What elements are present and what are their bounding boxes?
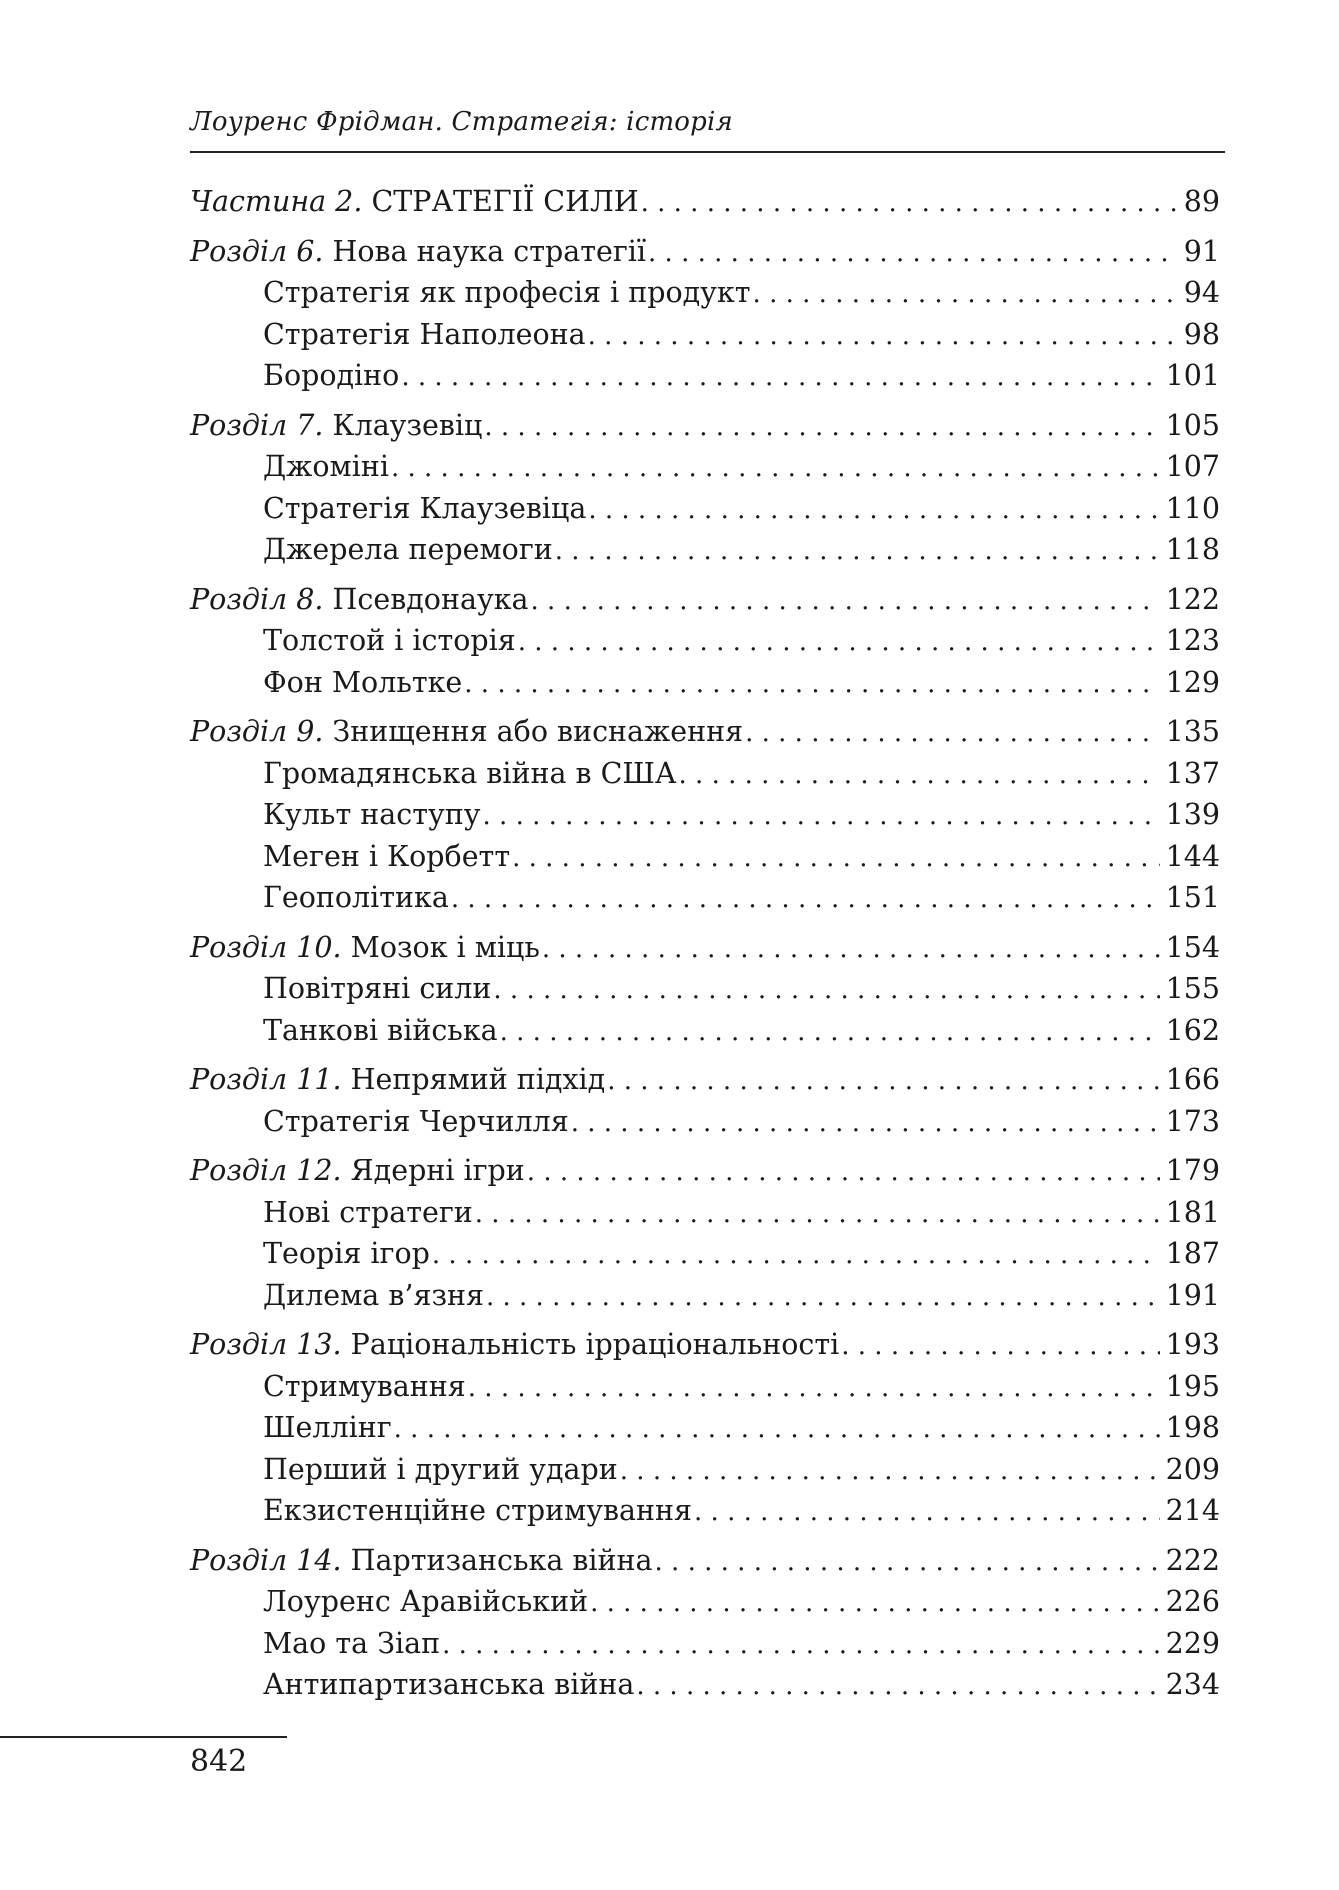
toc-entry-title xyxy=(263,794,481,836)
toc-entry-text: Ядерні ігри xyxy=(341,1154,525,1187)
toc-entry-page: 101 xyxy=(1165,359,1220,392)
toc-entry-text: Перший і другий удари xyxy=(263,1452,618,1486)
toc-entry-title xyxy=(263,488,586,530)
toc-entry-page: 122 xyxy=(1165,582,1220,616)
toc-entry-title xyxy=(190,405,482,447)
dot-leader xyxy=(464,664,1159,706)
toc-entry-text: Танкові війська xyxy=(263,1013,498,1047)
toc-entry-label: Розділ 11. xyxy=(190,1063,342,1096)
toc-entry-text: Стратегія як професія і продукт xyxy=(263,276,751,309)
toc-entry-text: Джерела перемоги xyxy=(263,533,553,566)
toc-entry-title xyxy=(190,1540,653,1582)
toc-entry-label: Розділ 7. xyxy=(190,408,324,442)
toc-entry-page: 226 xyxy=(1165,1585,1220,1618)
toc-entry-page: 118 xyxy=(1165,533,1220,566)
toc-entry-title xyxy=(263,968,491,1010)
dot-leader xyxy=(468,1368,1160,1410)
toc-entry-title xyxy=(263,662,462,704)
toc-entry-label: Частина 2. xyxy=(190,185,363,218)
dot-leader xyxy=(679,755,1160,797)
toc-entry-title xyxy=(263,1010,498,1052)
toc-entry-label: Розділ 14. xyxy=(190,1543,342,1577)
toc-entry-text: Знищення або виснаження xyxy=(323,715,744,748)
toc-entry-section[interactable] xyxy=(190,1664,1220,1706)
toc-entry-label: Розділ 6. xyxy=(190,234,324,268)
dot-leader xyxy=(493,970,1159,1012)
dot-leader xyxy=(555,531,1160,573)
toc-entry-chapter[interactable] xyxy=(190,1150,1220,1192)
toc-entry-chapter[interactable] xyxy=(190,1540,1220,1582)
toc-entry-text: Культ наступу xyxy=(263,798,481,831)
toc-entry-section[interactable] xyxy=(190,662,1220,704)
toc-entry-page: 89 xyxy=(1183,185,1220,218)
dot-leader xyxy=(571,1103,1160,1145)
dot-leader xyxy=(475,1194,1160,1236)
toc-entry-title xyxy=(190,1150,525,1192)
toc-entry-section[interactable] xyxy=(190,1366,1220,1408)
toc-entry-text: Нова наука стратегії xyxy=(323,234,647,268)
toc-entry-chapter[interactable] xyxy=(190,711,1220,753)
toc-group xyxy=(190,405,1220,571)
footer-rule xyxy=(0,1736,287,1738)
toc-entry-page: 195 xyxy=(1165,1369,1220,1403)
toc-entry-page: 98 xyxy=(1183,317,1220,351)
toc-entry-text: Повітряні сили xyxy=(263,972,492,1005)
toc-entry-page: 123 xyxy=(1165,624,1220,657)
toc-entry-page: 234 xyxy=(1165,1668,1220,1701)
toc-group xyxy=(190,231,1220,397)
toc-entry-title xyxy=(263,620,516,662)
toc-group xyxy=(190,711,1220,919)
dot-leader xyxy=(391,448,1160,490)
toc-entry-title xyxy=(263,272,751,314)
toc-entry-page: 144 xyxy=(1165,839,1220,873)
dot-leader xyxy=(442,1625,1160,1667)
toc-entry-section[interactable] xyxy=(190,877,1220,919)
toc-entry-title xyxy=(190,181,639,223)
toc-entry-section[interactable] xyxy=(190,968,1220,1010)
toc-entry-page: 94 xyxy=(1183,276,1220,309)
toc-entry-section[interactable] xyxy=(190,1623,1220,1665)
toc-entry-title xyxy=(263,1581,588,1623)
toc-entry-section[interactable] xyxy=(190,1275,1220,1317)
toc-entry-text: Екзистенційне стримування xyxy=(263,1494,693,1527)
toc-entry-chapter[interactable] xyxy=(190,231,1220,273)
toc-entry-chapter[interactable] xyxy=(190,181,1220,223)
toc-group xyxy=(190,1324,1220,1532)
toc-entry-chapter[interactable] xyxy=(190,927,1220,969)
toc-entry-title xyxy=(263,1664,634,1706)
toc-entry-title xyxy=(263,1233,430,1275)
toc-entry-text: Раціональність ірраціональності xyxy=(341,1328,840,1361)
toc-entry-page: 166 xyxy=(1165,1063,1220,1096)
toc-entry-label: Розділ 8. xyxy=(190,582,324,616)
dot-leader xyxy=(394,1409,1160,1451)
dot-leader xyxy=(636,1666,1159,1708)
dot-leader xyxy=(512,838,1160,880)
toc-entry-title xyxy=(263,446,389,488)
toc-entry-text: Нові стратеги xyxy=(263,1195,473,1229)
table-of-contents xyxy=(190,181,1220,1714)
toc-entry-page: 151 xyxy=(1165,881,1220,914)
toc-entry-page: 135 xyxy=(1165,715,1220,748)
dot-leader xyxy=(607,1061,1159,1103)
toc-entry-page: 110 xyxy=(1165,491,1220,525)
toc-entry-chapter[interactable] xyxy=(190,1059,1220,1101)
toc-entry-title xyxy=(263,836,510,878)
toc-entry-text: Стримування xyxy=(263,1369,466,1403)
toc-entry-title xyxy=(263,1101,569,1143)
toc-entry-text: Бородіно xyxy=(263,359,400,392)
toc-entry-text: Теорія ігор xyxy=(263,1237,430,1270)
toc-entry-page: 105 xyxy=(1165,408,1220,442)
dot-leader xyxy=(641,183,1178,225)
toc-entry-page: 187 xyxy=(1165,1237,1220,1270)
toc-entry-page: 198 xyxy=(1165,1411,1220,1444)
toc-entry-label: Розділ 13. xyxy=(190,1328,342,1361)
toc-entry-section[interactable] xyxy=(190,1010,1220,1052)
toc-entry-label: Розділ 10. xyxy=(190,930,342,964)
toc-entry-label: Розділ 9. xyxy=(190,715,324,748)
toc-entry-section[interactable] xyxy=(190,1449,1220,1491)
running-header xyxy=(190,103,1225,153)
dot-leader xyxy=(542,929,1160,971)
toc-entry-page: 193 xyxy=(1165,1328,1220,1361)
toc-entry-section[interactable] xyxy=(190,488,1220,530)
toc-entry-page: 229 xyxy=(1165,1626,1220,1660)
toc-entry-page: 139 xyxy=(1165,798,1220,831)
toc-entry-chapter[interactable] xyxy=(190,579,1220,621)
toc-entry-section[interactable] xyxy=(190,446,1220,488)
toc-entry-text: Фон Мольтке xyxy=(263,665,463,699)
toc-group xyxy=(190,1150,1220,1316)
toc-entry-section[interactable] xyxy=(190,1233,1220,1275)
toc-entry-page: 162 xyxy=(1165,1013,1220,1047)
toc-entry-text: Партизанська війна xyxy=(341,1543,653,1577)
dot-leader xyxy=(655,1542,1160,1584)
toc-entry-text: Стратегія Клаузевіца xyxy=(263,491,587,525)
dot-leader xyxy=(527,1152,1160,1194)
page-number: 842 xyxy=(190,1744,248,1779)
toc-entry-page: 154 xyxy=(1165,930,1220,964)
toc-entry-page: 107 xyxy=(1165,450,1220,483)
toc-entry-section[interactable] xyxy=(190,314,1220,356)
toc-entry-title xyxy=(190,231,646,273)
toc-entry-text: Толстой і історія xyxy=(263,624,516,657)
toc-entry-title xyxy=(263,1192,473,1234)
toc-entry-text: Геополітика xyxy=(263,881,449,914)
toc-entry-title xyxy=(263,314,586,356)
toc-entry-page: 222 xyxy=(1165,1543,1220,1577)
toc-entry-section[interactable] xyxy=(190,272,1220,314)
toc-entry-title xyxy=(263,753,677,795)
toc-entry-page: 209 xyxy=(1165,1452,1220,1486)
dot-leader xyxy=(694,1492,1160,1534)
dot-leader xyxy=(648,233,1178,275)
toc-entry-title xyxy=(263,1407,392,1449)
toc-entry-title xyxy=(263,877,449,919)
toc-entry-text: Стратегія Черчилля xyxy=(263,1104,569,1138)
toc-entry-title xyxy=(190,927,540,969)
dot-leader xyxy=(531,581,1160,623)
toc-entry-page: 191 xyxy=(1165,1278,1220,1312)
toc-entry-text: Непрямий підхід xyxy=(341,1063,606,1096)
toc-entry-title xyxy=(263,529,553,571)
toc-entry-text: Лоуренс Аравійський xyxy=(263,1585,589,1618)
toc-entry-text: Шеллінг xyxy=(263,1411,392,1444)
dot-leader xyxy=(451,879,1160,921)
toc-entry-title xyxy=(190,711,743,753)
dot-leader xyxy=(518,622,1160,664)
toc-entry-text: Громадянська війна в США xyxy=(263,756,677,790)
toc-entry-page: 129 xyxy=(1165,665,1220,699)
toc-entry-title xyxy=(263,1275,484,1317)
toc-entry-text: Антипартизанська війна xyxy=(263,1668,635,1701)
toc-entry-title xyxy=(263,1449,618,1491)
toc-entry-page: 91 xyxy=(1183,234,1220,268)
toc-group xyxy=(190,579,1220,704)
dot-leader xyxy=(500,1012,1160,1054)
toc-entry-section[interactable] xyxy=(190,355,1220,397)
toc-group xyxy=(190,181,1220,223)
dot-leader xyxy=(486,1277,1160,1319)
toc-entry-section[interactable] xyxy=(190,836,1220,878)
toc-entry-section[interactable] xyxy=(190,1490,1220,1532)
toc-entry-title xyxy=(190,579,529,621)
toc-entry-page: 214 xyxy=(1165,1494,1220,1527)
dot-leader xyxy=(841,1326,1159,1368)
dot-leader xyxy=(620,1451,1160,1493)
toc-entry-section[interactable] xyxy=(190,529,1220,571)
toc-entry-page: 155 xyxy=(1165,972,1220,1005)
toc-group xyxy=(190,1059,1220,1142)
toc-entry-title xyxy=(190,1324,839,1366)
toc-entry-section[interactable] xyxy=(190,753,1220,795)
toc-entry-section[interactable] xyxy=(190,1101,1220,1143)
toc-entry-section[interactable] xyxy=(190,1192,1220,1234)
dot-leader xyxy=(432,1235,1160,1277)
toc-entry-page: 181 xyxy=(1165,1195,1220,1229)
dot-leader xyxy=(753,274,1178,316)
toc-entry-section[interactable] xyxy=(190,620,1220,662)
toc-entry-chapter[interactable] xyxy=(190,1324,1220,1366)
dot-leader xyxy=(590,1583,1160,1625)
toc-entry-title xyxy=(263,1366,466,1408)
toc-group xyxy=(190,927,1220,1052)
dot-leader xyxy=(588,490,1159,532)
dot-leader xyxy=(484,407,1159,449)
toc-entry-text: Мао та Зіап xyxy=(263,1626,441,1660)
running-title: Лоуренс Фрідман. Стратегія: історія xyxy=(190,107,733,137)
toc-entry-chapter[interactable] xyxy=(190,405,1220,447)
dot-leader xyxy=(401,357,1159,399)
dot-leader xyxy=(745,713,1160,755)
toc-entry-label: Розділ 12. xyxy=(190,1154,342,1187)
toc-entry-text: Псевдонаука xyxy=(323,582,529,616)
toc-entry-text: Джоміні xyxy=(263,450,389,483)
toc-entry-section[interactable] xyxy=(190,1407,1220,1449)
toc-entry-text: СТРАТЕГІЇ СИЛИ xyxy=(362,185,639,218)
toc-entry-section[interactable] xyxy=(190,794,1220,836)
toc-entry-page: 179 xyxy=(1165,1154,1220,1187)
toc-entry-title xyxy=(263,1623,440,1665)
toc-entry-section[interactable] xyxy=(190,1581,1220,1623)
toc-entry-page: 173 xyxy=(1165,1104,1220,1138)
dot-leader xyxy=(588,316,1178,358)
dot-leader xyxy=(483,796,1160,838)
toc-entry-text: Клаузевіц xyxy=(323,408,483,442)
toc-entry-text: Мозок і міць xyxy=(341,930,540,964)
toc-entry-title xyxy=(190,1059,605,1101)
toc-entry-page: 137 xyxy=(1165,756,1220,790)
toc-entry-text: Стратегія Наполеона xyxy=(263,317,586,351)
toc-entry-title xyxy=(263,1490,692,1532)
toc-entry-title xyxy=(263,355,399,397)
toc-group xyxy=(190,1540,1220,1706)
toc-entry-text: Меген і Корбетт xyxy=(263,839,511,873)
toc-entry-text: Дилема в’язня xyxy=(263,1278,484,1312)
